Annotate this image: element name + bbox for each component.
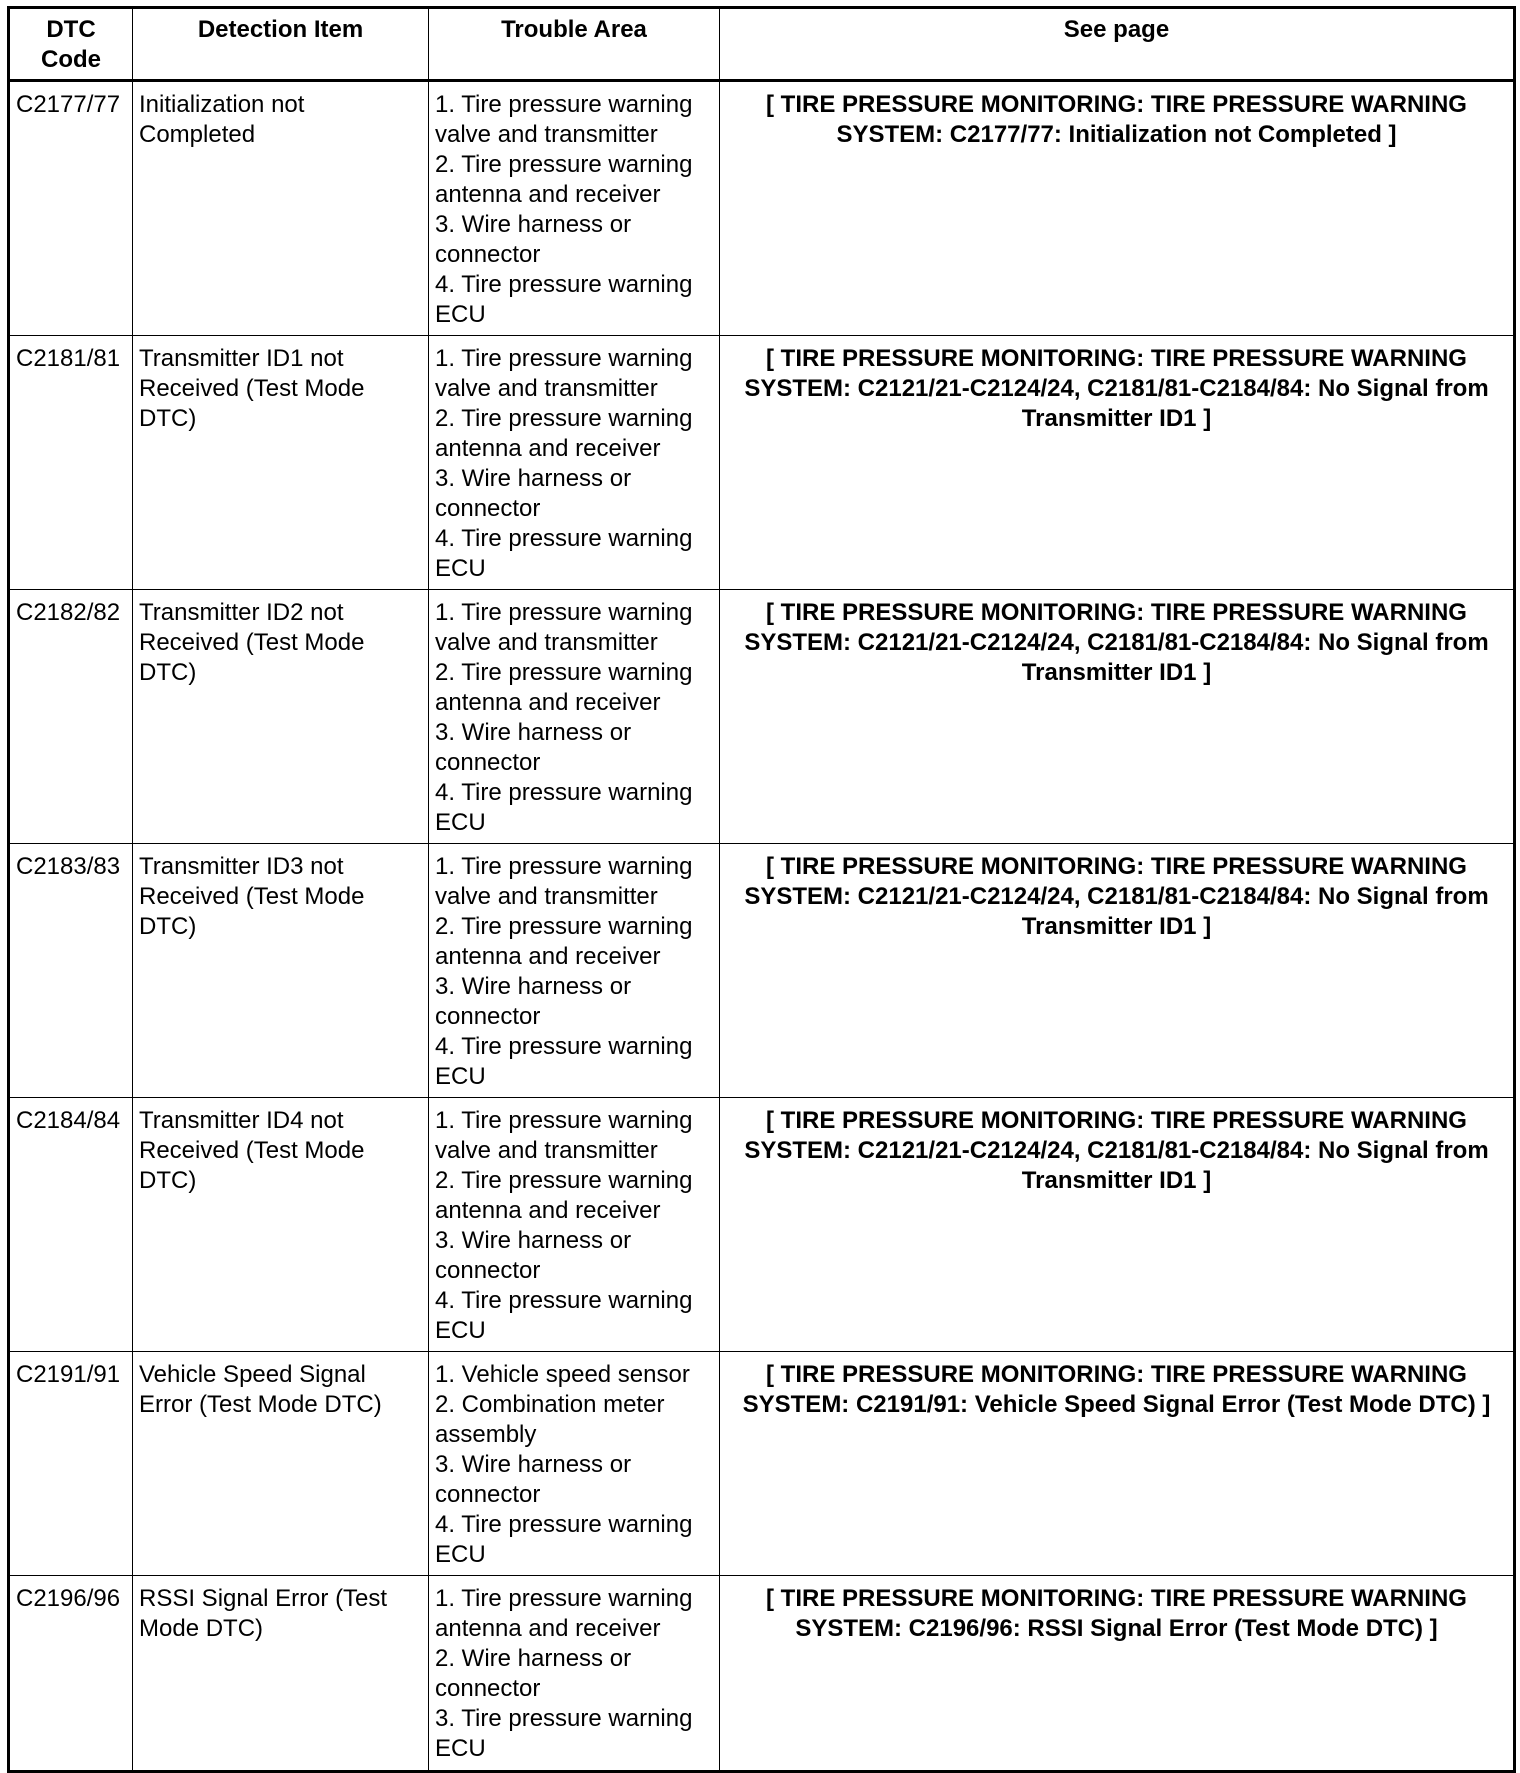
see-page-link[interactable]: [ TIRE PRESSURE MONITORING: TIRE PRESSURE WARNING SYSTEM: C2121/21-C2124/24, C2181/81-C2184/84: No Signal from Transmitter ID1 ]: [720, 1098, 1515, 1352]
detection-item-cell: Transmitter ID1 not Received (Test Mode DTC): [133, 336, 429, 590]
trouble-area-line: 2. Combination meter assembly: [435, 1391, 665, 1448]
dtc-code-cell: C2184/84: [9, 1098, 133, 1352]
trouble-area-line: 2. Tire pressure warning antenna and receiver: [435, 151, 693, 208]
trouble-area-line: 3. Wire harness or connector: [435, 211, 632, 268]
table-row: [9, 1352, 1515, 1576]
detection-item-cell: RSSI Signal Error (Test Mode DTC): [133, 1576, 429, 1772]
trouble-area-line: 2. Tire pressure warning antenna and receiver: [435, 913, 693, 970]
see-page-link[interactable]: [ TIRE PRESSURE MONITORING: TIRE PRESSURE WARNING SYSTEM: C2121/21-C2124/24, C2181/81-C2184/84: No Signal from Transmitter ID1 ]: [720, 844, 1515, 1098]
trouble-area-line: 2. Wire harness or connector: [435, 1645, 632, 1702]
see-page-link[interactable]: [ TIRE PRESSURE MONITORING: TIRE PRESSURE WARNING SYSTEM: C2196/96: RSSI Signal Error (Test Mode DTC) ]: [720, 1576, 1515, 1772]
trouble-area-line: 4. Tire pressure warning ECU: [435, 1511, 693, 1568]
table-row: [9, 844, 1515, 1098]
trouble-area-line: 3. Wire harness or connector: [435, 973, 632, 1030]
trouble-area-line: 4. Tire pressure warning ECU: [435, 1287, 693, 1344]
trouble-area-line: 1. Tire pressure warning valve and transmitter: [435, 91, 693, 148]
table-row: [9, 1576, 1515, 1772]
trouble-area-line: 1. Vehicle speed sensor: [435, 1361, 690, 1388]
table-header-row: [9, 8, 1515, 81]
trouble-area-line: 1. Tire pressure warning valve and transmitter: [435, 345, 693, 402]
table-row: [9, 81, 1515, 336]
detection-item-cell: Transmitter ID3 not Received (Test Mode DTC): [133, 844, 429, 1098]
detection-item-cell: Transmitter ID2 not Received (Test Mode DTC): [133, 590, 429, 844]
detection-item-cell: Transmitter ID4 not Received (Test Mode DTC): [133, 1098, 429, 1352]
trouble-area-line: 1. Tire pressure warning valve and transmitter: [435, 1107, 693, 1164]
trouble-area-cell: [429, 844, 720, 1098]
trouble-area-line: 4. Tire pressure warning ECU: [435, 779, 693, 836]
trouble-area-line: 1. Tire pressure warning valve and transmitter: [435, 599, 693, 656]
header-see-page: See page: [720, 8, 1515, 81]
trouble-area-line: 1. Tire pressure warning antenna and receiver: [435, 1585, 693, 1642]
trouble-area-line: 3. Wire harness or connector: [435, 719, 632, 776]
dtc-code-cell: C2182/82: [9, 590, 133, 844]
table-row: [9, 1098, 1515, 1352]
trouble-area-line: 2. Tire pressure warning antenna and receiver: [435, 659, 693, 716]
see-page-link[interactable]: [ TIRE PRESSURE MONITORING: TIRE PRESSURE WARNING SYSTEM: C2177/77: Initialization not Completed ]: [720, 81, 1515, 336]
trouble-area-line: 4. Tire pressure warning ECU: [435, 1033, 693, 1090]
trouble-area-line: 3. Wire harness or connector: [435, 465, 632, 522]
dtc-code-cell: C2181/81: [9, 336, 133, 590]
see-page-link[interactable]: [ TIRE PRESSURE MONITORING: TIRE PRESSURE WARNING SYSTEM: C2121/21-C2124/24, C2181/81-C2184/84: No Signal from Transmitter ID1 ]: [720, 336, 1515, 590]
header-detection-item: Detection Item: [133, 8, 429, 81]
dtc-code-cell: C2191/91: [9, 1352, 133, 1576]
see-page-link[interactable]: [ TIRE PRESSURE MONITORING: TIRE PRESSURE WARNING SYSTEM: C2121/21-C2124/24, C2181/81-C2184/84: No Signal from Transmitter ID1 ]: [720, 590, 1515, 844]
trouble-area-line: 4. Tire pressure warning ECU: [435, 525, 693, 582]
table-row: [9, 590, 1515, 844]
header-dtc-code: DTC Code: [9, 8, 133, 81]
trouble-area-line: 2. Tire pressure warning antenna and receiver: [435, 1167, 693, 1224]
trouble-area-cell: [429, 1352, 720, 1576]
trouble-area-line: 4. Tire pressure warning ECU: [435, 271, 693, 328]
dtc-code-cell: C2183/83: [9, 844, 133, 1098]
trouble-area-line: 3. Wire harness or connector: [435, 1451, 632, 1508]
see-page-link[interactable]: [ TIRE PRESSURE MONITORING: TIRE PRESSURE WARNING SYSTEM: C2191/91: Vehicle Speed Signal Error (Test Mode DTC) ]: [720, 1352, 1515, 1576]
dtc-code-cell: C2177/77: [9, 81, 133, 336]
trouble-area-line: 3. Tire pressure warning ECU: [435, 1705, 693, 1762]
dtc-table: [7, 6, 1516, 1773]
trouble-area-line: 1. Tire pressure warning valve and transmitter: [435, 853, 693, 910]
trouble-area-line: 3. Wire harness or connector: [435, 1227, 632, 1284]
detection-item-cell: Vehicle Speed Signal Error (Test Mode DTC): [133, 1352, 429, 1576]
detection-item-cell: Initialization not Completed: [133, 81, 429, 336]
trouble-area-cell: [429, 81, 720, 336]
trouble-area-cell: [429, 1098, 720, 1352]
trouble-area-cell: [429, 590, 720, 844]
trouble-area-cell: [429, 336, 720, 590]
table-row: [9, 336, 1515, 590]
dtc-code-cell: C2196/96: [9, 1576, 133, 1772]
trouble-area-cell: [429, 1576, 720, 1772]
header-trouble-area: Trouble Area: [429, 8, 720, 81]
trouble-area-line: 2. Tire pressure warning antenna and receiver: [435, 405, 693, 462]
